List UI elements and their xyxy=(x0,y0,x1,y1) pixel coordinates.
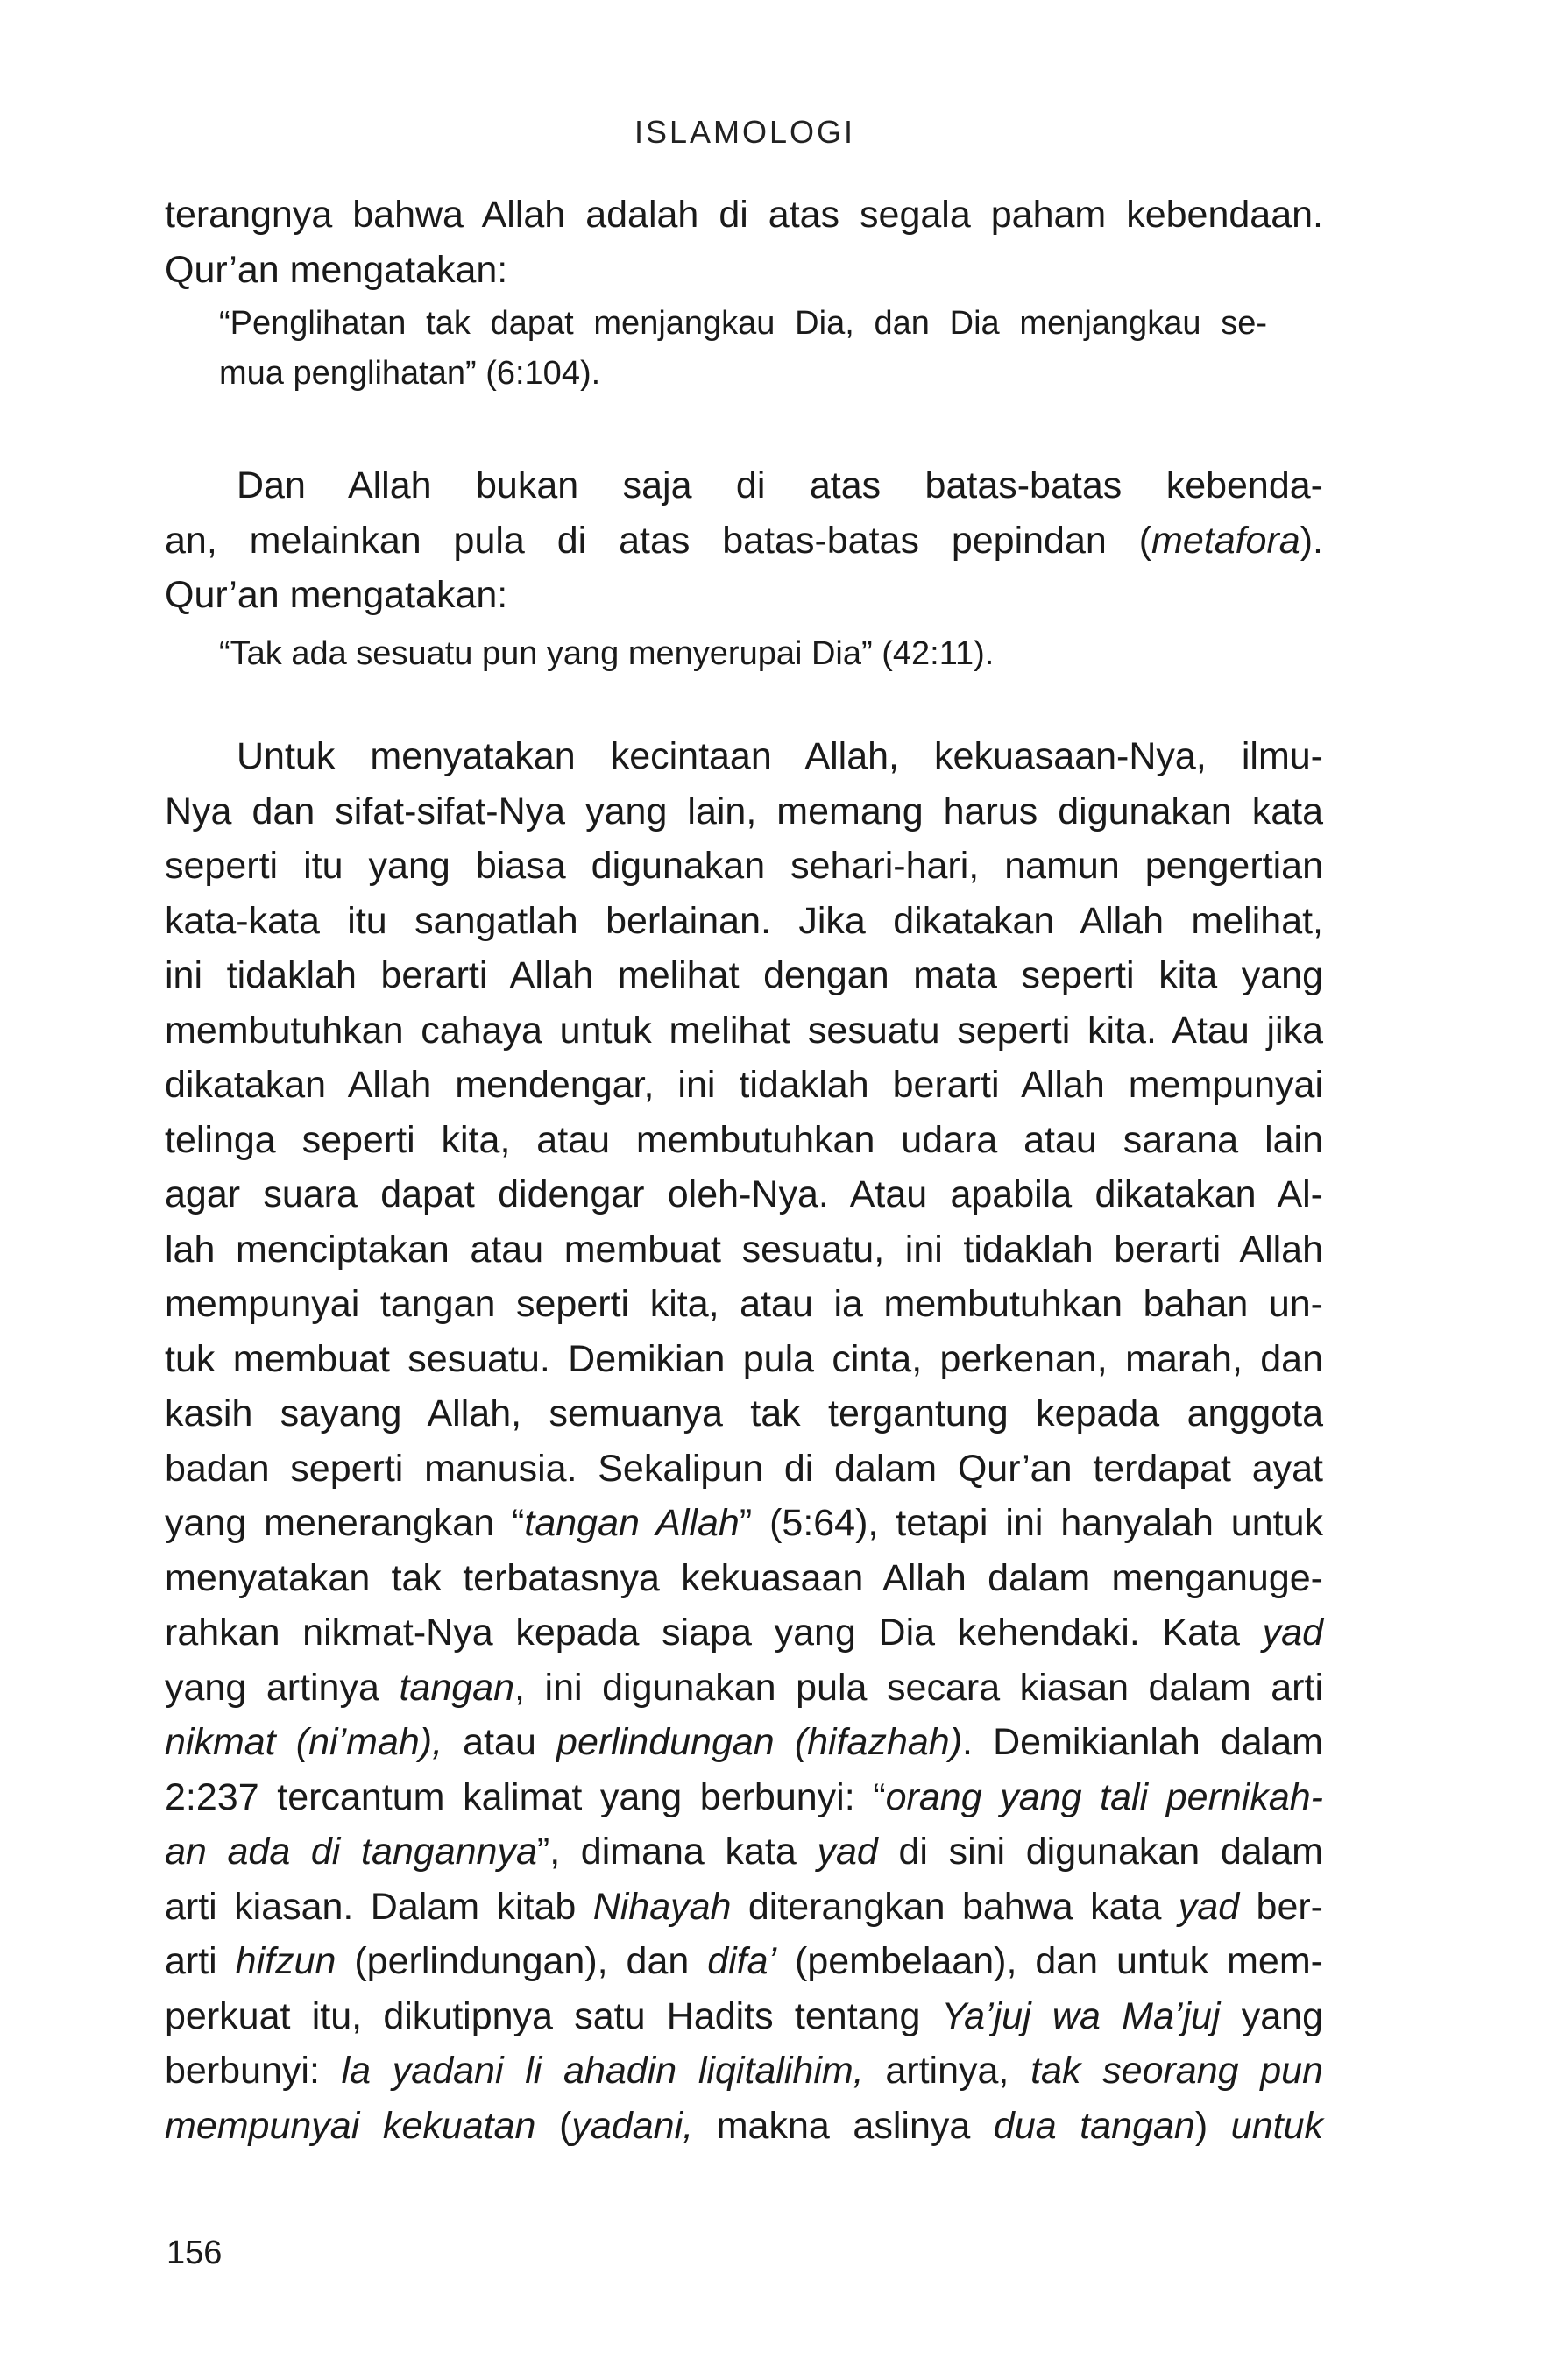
quote-line: “Penglihatan tak dapat menjangkau Dia, dan Dia menjangkau se- xyxy=(219,305,1267,342)
quote-42-11 xyxy=(219,629,1267,679)
text-line: lah menciptakan atau membuat sesuatu, ini tidaklah berarti Allah xyxy=(165,1228,1323,1271)
italic-term: Ya’juj wa Ma’juj xyxy=(941,1994,1221,2037)
italic-term: orang yang tali pernikah- xyxy=(885,1775,1324,1818)
text-line: Dan Allah bukan saja di atas batas-batas kebenda- xyxy=(237,464,1323,506)
text-line: badan seperti manusia. Sekalipun di dalam Qur’an terdapat ayat xyxy=(165,1447,1323,1490)
text-line xyxy=(165,1605,1323,1661)
italic-term: an ada di tangannya xyxy=(165,1831,537,1873)
italic-term: nikmat (ni’mah), xyxy=(165,1721,443,1763)
text-line xyxy=(165,1824,1323,1880)
italic-term: perlindungan (hifazhah) xyxy=(556,1721,963,1763)
text-line: telinga seperti kita, atau membutuhkan udara atau sarana lain xyxy=(165,1118,1323,1161)
text-line: Untuk menyatakan kecintaan Allah, kekuasaan-Nya, ilmu- xyxy=(237,735,1323,777)
text-line xyxy=(165,2099,1323,2154)
italic-term: metafora xyxy=(1151,519,1300,562)
text-line xyxy=(165,1770,1323,1825)
text-run: yang artinya xyxy=(165,1666,400,1709)
italic-term: yadani, xyxy=(571,2104,694,2147)
italic-term: yad xyxy=(1178,1885,1240,1928)
text-run: atau xyxy=(443,1721,557,1763)
text-line xyxy=(165,1989,1323,2044)
text-line: ini tidaklah berarti Allah melihat dengan mata seperti kita yang xyxy=(165,954,1323,996)
italic-term: Nihayah xyxy=(592,1885,732,1928)
text-line: mempunyai tangan seperti kita, atau ia membutuhkan bahan un- xyxy=(165,1283,1323,1325)
text-run: ber- xyxy=(1239,1885,1323,1928)
text-run: arti xyxy=(165,1940,236,1982)
text-run: berbunyi: xyxy=(165,2050,342,2092)
text-run: yang xyxy=(1220,1994,1323,2037)
text-run: ) xyxy=(1194,2104,1231,2147)
text-run: makna aslinya xyxy=(693,2104,994,2147)
italic-term: dua tangan xyxy=(993,2104,1195,2147)
text-line: dikatakan Allah mendengar, ini tidaklah berarti Allah mempunyai xyxy=(165,1064,1323,1106)
text-run: 2:237 tercantum kalimat yang berbunyi: “ xyxy=(165,1775,886,1818)
text-line: kata-kata itu sangatlah berlainan. Jika dikatakan Allah melihat, xyxy=(165,899,1323,942)
paragraph-intro xyxy=(165,188,1323,297)
text-line: membutuhkan cahaya untuk melihat sesuatu seperti kita. Atau jika xyxy=(165,1009,1323,1052)
text-line xyxy=(165,514,1323,569)
quote-6-104 xyxy=(219,299,1267,399)
quote-line: “Tak ada sesuatu pun yang menyerupai Dia” (42:11). xyxy=(219,635,995,672)
paragraph-metafora xyxy=(165,458,1323,623)
italic-term: mempunyai kekuatan xyxy=(165,2104,536,2147)
paragraph-main xyxy=(165,729,1323,2153)
text-line: seperti itu yang biasa digunakan sehari-hari, namun pengertian xyxy=(165,845,1323,887)
text-run: yang menerangkan “ xyxy=(165,1502,525,1544)
text-line: tuk membuat sesuatu. Demikian pula cinta, perkenan, marah, dan xyxy=(165,1337,1323,1380)
text-run: di sini digunakan dalam xyxy=(877,1831,1323,1873)
running-head: ISLAMOLOGI xyxy=(634,114,856,150)
text-run: . Demikianlah dalam xyxy=(962,1721,1323,1763)
text-run: an, melainkan pula di atas batas-batas pepindan ( xyxy=(165,519,1152,562)
text-line: Qur’an mengatakan: xyxy=(165,574,508,616)
text-run: , ini digunakan pula secara kiasan dalam arti xyxy=(514,1666,1323,1709)
text-line xyxy=(165,1715,1323,1770)
text-line: Nya dan sifat-sifat-Nya yang lain, memang harus digunakan kata xyxy=(165,790,1323,832)
quote-line: mua penglihatan” (6:104). xyxy=(219,355,601,392)
italic-term: la yadani li ahadin liqitalihim, xyxy=(341,2050,864,2092)
text-line: terangnya bahwa Allah adalah di atas segala paham kebendaan. xyxy=(165,194,1323,236)
text-line: kasih sayang Allah, semuanya tak tergantung kepada anggota xyxy=(165,1392,1323,1434)
italic-term: hifzun xyxy=(235,1940,336,1982)
italic-term: yad xyxy=(817,1831,878,1873)
page-number: 156 xyxy=(166,2235,223,2271)
text-run: diterangkan bahwa kata xyxy=(731,1885,1179,1928)
text-line xyxy=(165,1934,1323,1989)
italic-term: yad xyxy=(1262,1611,1323,1654)
italic-term: tak seorang pun xyxy=(1030,2050,1323,2092)
italic-term: untuk xyxy=(1230,2104,1323,2147)
text-run: (pembelaan), dan untuk mem- xyxy=(776,1940,1323,1982)
text-run: arti kiasan. Dalam kitab xyxy=(165,1885,593,1928)
italic-term: difa’ xyxy=(707,1940,777,1982)
text-line xyxy=(165,1661,1323,1716)
text-line xyxy=(165,1880,1323,1935)
italic-term: tangan Allah xyxy=(524,1502,740,1544)
text-run: ” (5:64), tetapi ini hanyalah untuk xyxy=(739,1502,1323,1544)
text-run: ( xyxy=(535,2104,572,2147)
text-run: perkuat itu, dikutipnya satu Hadits tentang xyxy=(165,1994,942,2037)
text-run: ). xyxy=(1300,519,1323,562)
text-line: agar suara dapat didengar oleh-Nya. Atau apabila dikatakan Al- xyxy=(165,1173,1323,1215)
text-run: ”, dimana kata xyxy=(536,1831,818,1873)
text-line: Qur’an mengatakan: xyxy=(165,248,508,291)
text-run: rahkan nikmat-Nya kepada siapa yang Dia kehendaki. Kata xyxy=(165,1611,1263,1654)
text-run: (perlindungan), dan xyxy=(336,1940,708,1982)
italic-term: tangan xyxy=(399,1666,514,1709)
text-run: artinya, xyxy=(863,2050,1031,2092)
text-line: menyatakan tak terbatasnya kekuasaan Allah dalam menganuge- xyxy=(165,1556,1323,1599)
text-line xyxy=(165,1496,1323,1551)
text-line xyxy=(165,2044,1323,2099)
